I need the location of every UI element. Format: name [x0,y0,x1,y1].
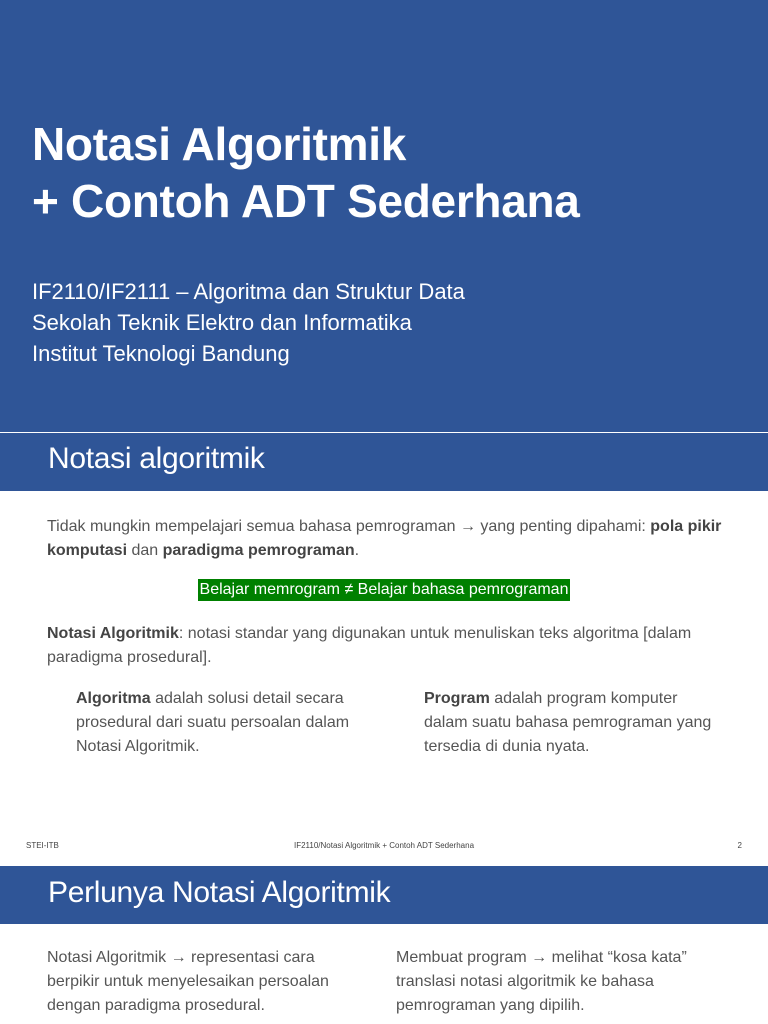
footer-institution: STEI-ITB [26,841,59,850]
subtitle-course: IF2110/IF2111 – Algoritma dan Struktur Data [32,279,465,304]
title-slide [0,0,768,432]
intro-bold-computation: pola pikir komputasi [47,518,722,559]
content-slide-notasi [0,433,768,865]
program-definition [424,687,724,759]
slide-header-bar [0,866,768,924]
title-line-1: Notasi Algoritmik [32,118,407,170]
program-translation-text: Membuat program → melihat “kosa kata” translasi notasi algoritmik ke bahasa pemrograman yang dipilih. [396,949,687,1014]
highlight-row [0,579,768,601]
definition-term: Notasi Algoritmik [47,625,179,642]
footer-title: IF2110/Notasi Algoritmik + Contoh ADT Sederhana [293,841,475,850]
slide-heading: Notasi algoritmik [48,442,265,475]
intro-bold-paradigm: paradigma pemrograman [162,542,355,559]
highlight-statement: Belajar memrogram ≠ Belajar bahasa pemrograman [198,579,571,601]
definition-paragraph [47,622,727,670]
subtitle-school: Sekolah Teknik Elektro dan Informatika [32,310,412,335]
intro-connector: dan [127,542,163,559]
definition-text: : notasi standar yang digunakan untuk menuliskan teks algoritma [dalam paradigma prosedural]. [47,625,692,666]
content-slide-perlunya [0,866,768,1024]
footer-page-number: 2 [737,841,742,850]
intro-period: . [354,542,360,559]
program-term: Program [424,690,490,707]
subtitle-institute: Institut Teknologi Bandung [32,341,290,366]
slide-title [32,116,580,230]
slide-heading: Perlunya Notasi Algoritmik [48,876,391,909]
intro-text: Tidak mungkin mempelajari semua bahasa pemrograman → yang penting dipahami: [47,518,651,535]
algorithm-definition [76,687,396,759]
algorithm-text: adalah solusi detail secara prosedural dari suatu persoalan dalam Notasi Algoritmik. [76,690,350,755]
title-line-2: + Contoh ADT Sederhana [32,175,580,227]
intro-paragraph [47,515,727,563]
algorithm-term: Algoritma [76,690,151,707]
slide-subtitle [32,276,465,369]
notation-representation-text: Notasi Algoritmik → representasi cara berpikir untuk menyelesaikan persoalan dengan paradigma prosedural. [47,949,329,1014]
program-text: adalah program komputer dalam suatu bahasa pemrograman yang tersedia di dunia nyata. [424,690,712,755]
slide-header-bar [0,433,768,491]
